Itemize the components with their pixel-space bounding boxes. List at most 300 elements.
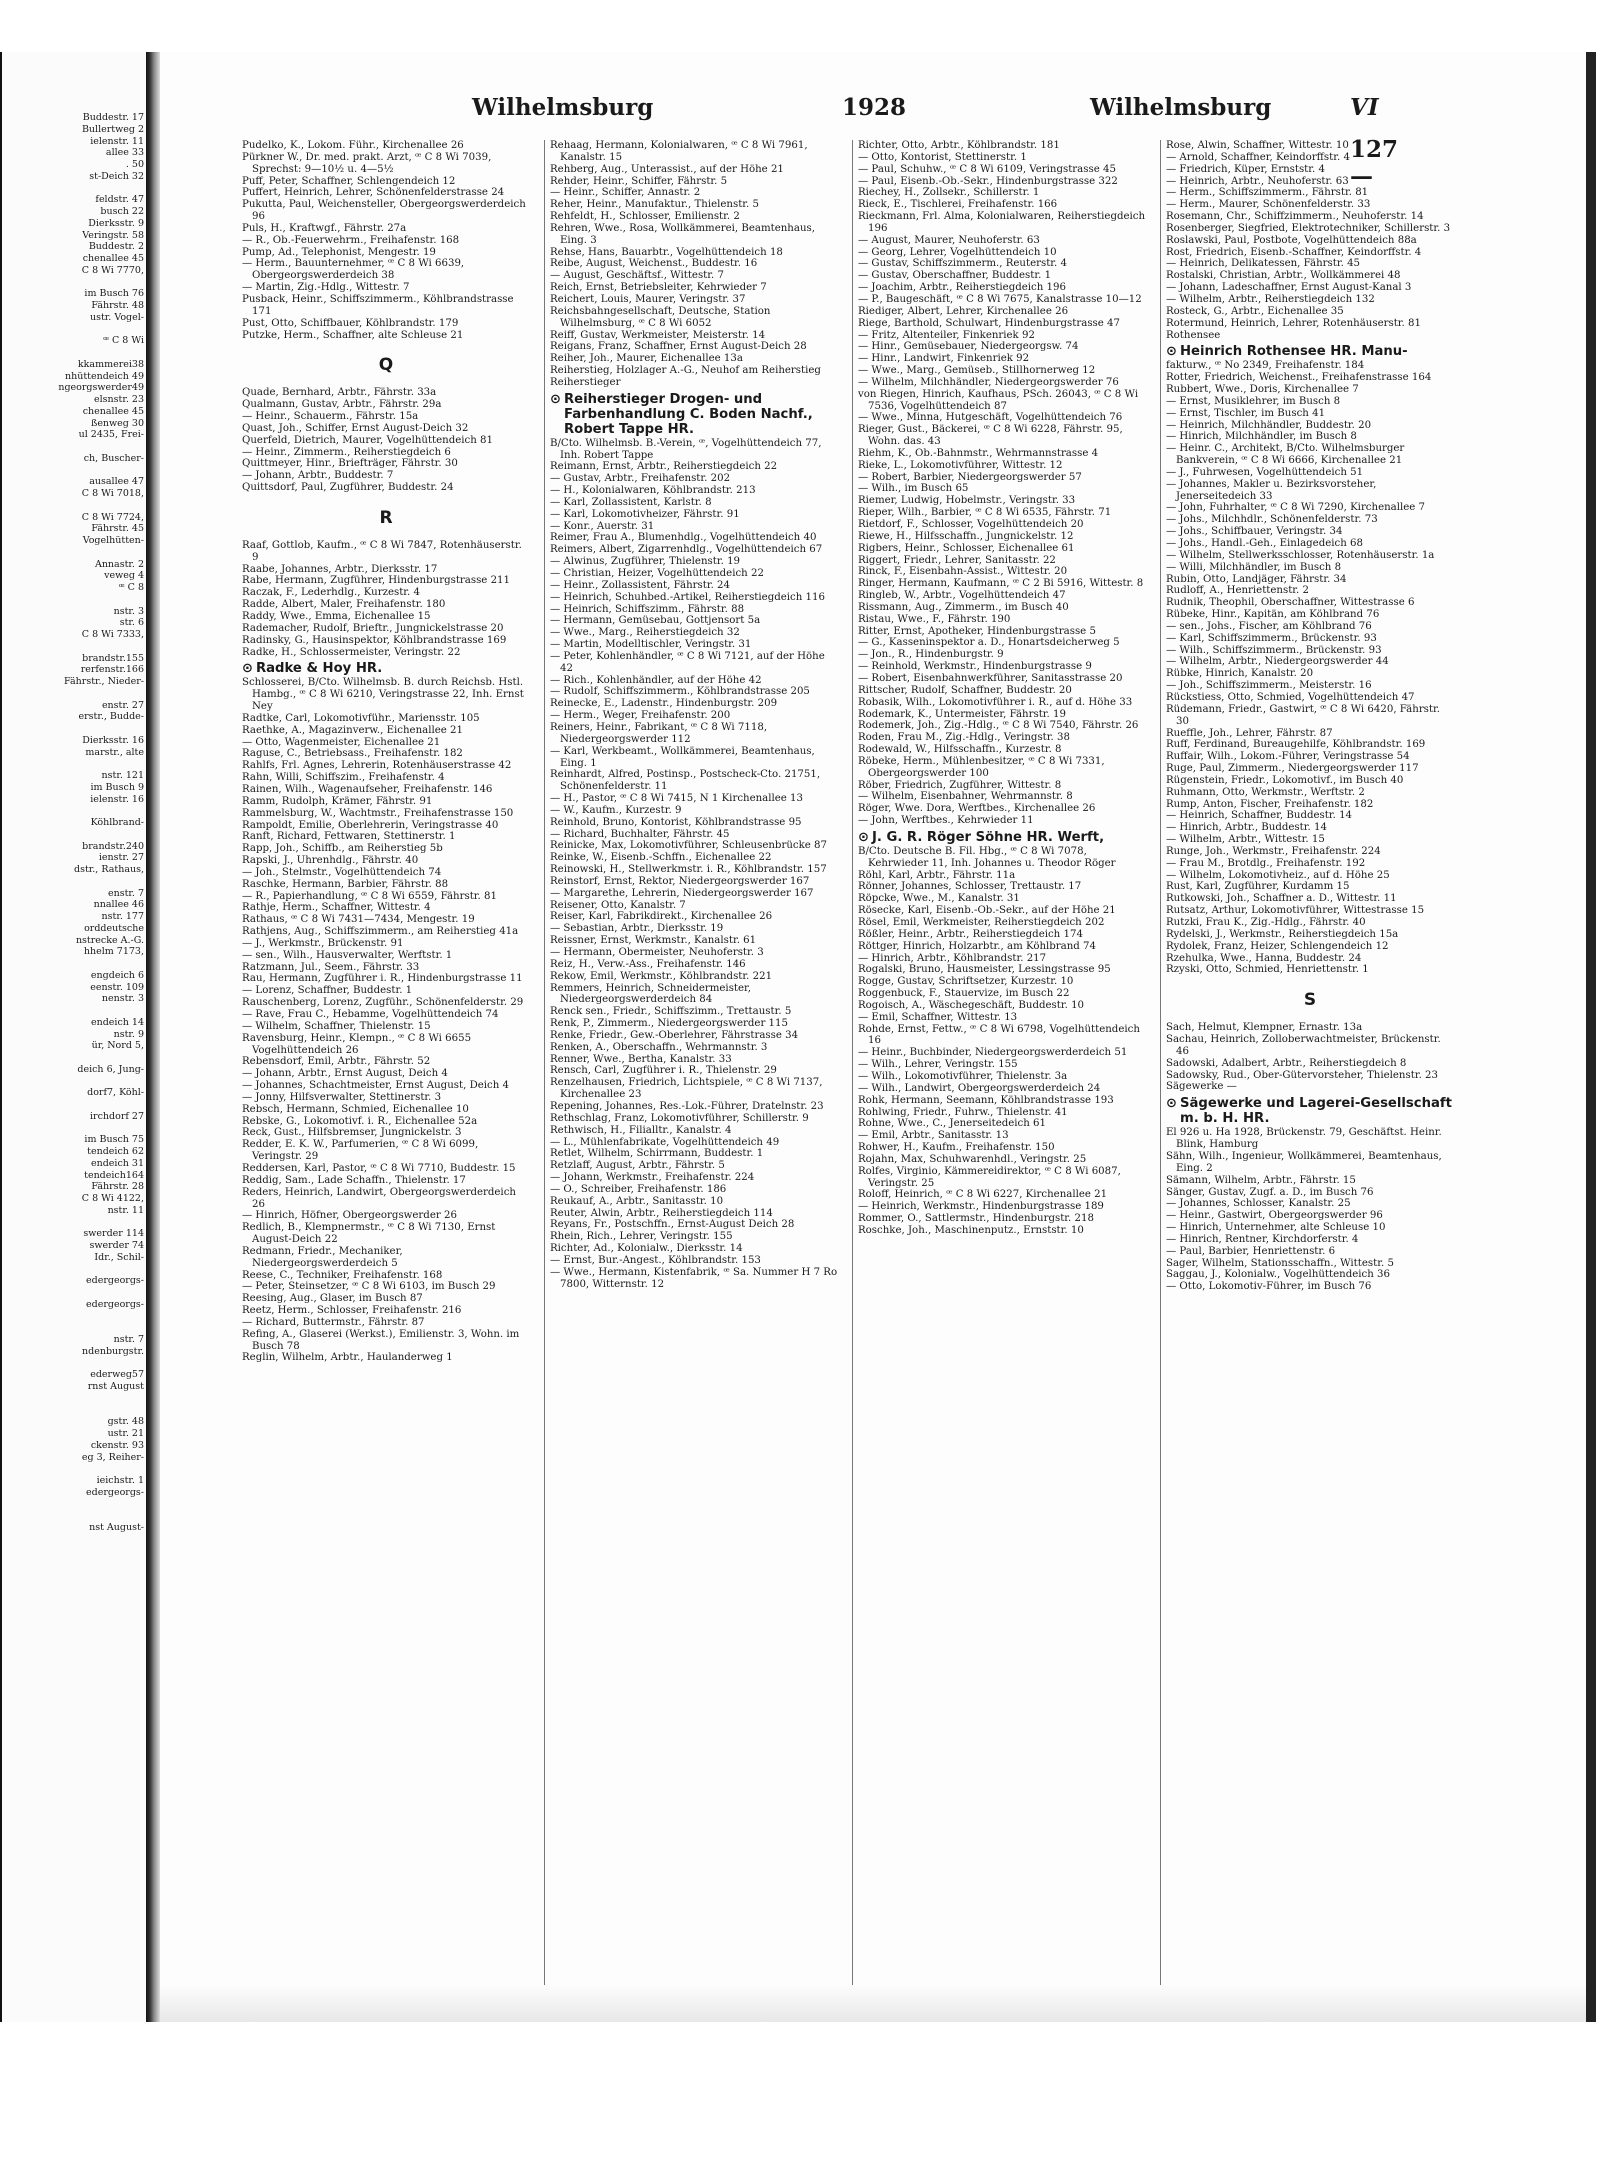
directory-entry: Röpcke, Wwe., M., Kanalstr. 31 (858, 893, 1020, 905)
fragment-line: Fährstr. 48 (91, 300, 144, 311)
section-letter: Q (378, 355, 394, 376)
directory-entry: Reddersen, Karl, Pastor, ꟹ C 8 Wi 7710, Buddestr. 15 (242, 1162, 516, 1174)
directory-entry: — Wilh., im Busch 65 (858, 483, 969, 495)
directory-entry: Rose, Alwin, Schaffner, Wittestr. 10 (1166, 140, 1349, 151)
directory-entry: Riggert, Friedr., Lehrer, Sanitasstr. 22 (858, 554, 1056, 566)
directory-entry: Querfeld, Dietrich, Maurer, Vogelhüttendeich 81 (242, 434, 494, 446)
directory-entry: Rauschenberg, Lorenz, Zugführ., Schönenfelderstr. 29 (242, 997, 524, 1009)
directory-entry: — Willi, Milchhändler, im Busch 8 (1166, 561, 1342, 573)
directory-entry: Rzehulka, Wwe., Hanna, Buddestr. 24 (1166, 952, 1362, 964)
directory-entry: — Heinrich, Milchhändler, Buddestr. 20 (1166, 419, 1372, 431)
directory-entry: Rademacher, Rudolf, Brieftr., Jungnickelstrasse 20 (242, 622, 504, 634)
fragment-line: endeich 31 (90, 1157, 144, 1169)
fragment-line: marstr., alte (85, 746, 144, 758)
directory-entry: Quast, Joh., Schiffer, Ernst August-Deich 32 (242, 422, 469, 434)
fragment-line: swerder 74 (89, 1240, 144, 1251)
directory-entry: Rieper, Wilh., Barbier, ꟹ C 8 Wi 6535, Fährstr. 71 (858, 507, 1112, 519)
fragment-line: ckenstr. 93 (90, 1439, 144, 1451)
directory-entry: Ruge, Paul, Zimmerm., Niedergeorgswerder 117 (1166, 763, 1419, 775)
directory-entry: — sen., Johs., Fischer, am Köhlbrand 76 (1166, 620, 1372, 632)
directory-entry: — Hinrich, Arbtr., Köhlbrandstr. 217 (858, 952, 1047, 964)
page-number: 127— VI (1350, 94, 1399, 190)
fragment-line: nstr. 11 (107, 1204, 144, 1216)
display-advertisement: ⊙ Sägewerke und Lagerei-Gesellschaft m. b. H. HR. (1166, 1096, 1454, 1126)
directory-entry: — Arnold, Schaffner, Keindorffstr. 4 (1166, 151, 1350, 163)
directory-entry: Roden, Frau M., Zig.-Hdlg., Veringstr. 38 (858, 732, 1070, 744)
fragment-line: allee 33 (105, 147, 144, 159)
directory-entry: — Johann, Werkmstr., Freihafenstr. 224 (550, 1172, 755, 1184)
directory-entry: Puff, Peter, Schaffner, Schlengendeich 12 (242, 175, 456, 187)
fragment-line: . 50 (125, 159, 144, 170)
directory-entry: Rust, Karl, Zugführer, Kurdamm 15 (1166, 881, 1350, 893)
directory-entry: Reukauf, A., Arbtr., Sanitasstr. 10 (550, 1195, 724, 1207)
fragment-line: endeich 14 (90, 1016, 144, 1028)
directory-entry: Reiz, H., Verw.-Ass., Freihafenstr. 146 (550, 958, 746, 970)
directory-entry: Ruhmann, Otto, Werkmstr., Werftstr. 2 (1166, 786, 1365, 798)
directory-entry: — Lorenz, Schaffner, Buddestr. 1 (242, 985, 413, 997)
fragment-line: Fährstr. 28 (91, 1181, 144, 1193)
directory-entry: Rohde, Ernst, Fettw., ꟹ C 8 Wi 6798, Vogelhüttendeich 16 (858, 1023, 1140, 1047)
directory-entry: — Hinr., Gemüsebauer, Niedergeorgsw. 74 (858, 341, 1079, 353)
fragment-line: feldstr. 47 (95, 194, 144, 206)
directory-entry: Rostalski, Christian, Arbtr., Wollkämmerei 48 (1166, 270, 1401, 282)
fragment-line: hhelm 7173, (83, 946, 144, 958)
column-2 (550, 140, 838, 2010)
directory-entry: Raschke, Hermann, Barbier, Fährstr. 88 (242, 878, 449, 890)
directory-entry: Riege, Barthold, Schulwart, Hindenburgstrasse 47 (858, 317, 1120, 329)
directory-entry: Sadowsky, Rud., Ober-Gütervorsteher, Thielenstr. 23 (1166, 1069, 1439, 1081)
directory-entry: Rügenstein, Friedr., Lokomotivf., im Busch 40 (1166, 774, 1404, 786)
fragment-line: kkammerei38 (77, 358, 144, 370)
fragment-line: swerder 114 (83, 1228, 144, 1240)
directory-entry: Reimer, Frau A., Blumenhdlg., Vogelhüttendeich 40 (550, 532, 817, 544)
directory-entry: — P., Baugeschäft, ꟹ C 8 Wi 7675, Kanalstrasse 10—12 (858, 293, 1142, 305)
directory-entry: — Herm., Bauunternehmer, ꟹ C 8 Wi 6639, Obergeorgswerderdeich 38 (242, 258, 465, 282)
directory-entry: — Heinr., Gastwirt, Obergeorgswerder 96 (1166, 1210, 1383, 1222)
page-shadow (160, 1985, 1586, 2022)
directory-entry: Rosemann, Chr., Schiffzimmerm., Neuhoferstr. 14 (1166, 211, 1424, 223)
directory-entry: — Johannes, Schachtmeister, Ernst August, Deich 4 (242, 1080, 510, 1092)
directory-entry: — Heinr., Zimmerm., Reiherstiegdeich 6 (242, 446, 451, 458)
directory-entry: Redder, E. K. W., Parfumerien, ꟹ C 8 Wi 6099, Veringstr. 29 (242, 1139, 479, 1163)
directory-entry: Renken, A., Oberschaffn., Wehrmannstr. 3 (550, 1041, 768, 1053)
directory-entry: Reisener, Otto, Kanalstr. 7 (550, 899, 686, 911)
directory-entry: Puffert, Heinrich, Lehrer, Schönenfelderstrasse 24 (242, 187, 505, 199)
fragment-line: enstr. 27 (101, 699, 144, 711)
directory-entry: Roloff, Heinrich, ꟹ C 8 Wi 6227, Kirchenallee 21 (858, 1189, 1108, 1201)
fragment-line: ustr. Vogel- (89, 311, 144, 323)
fragment-line: ul 2435, Frei- (78, 429, 144, 441)
directory-entry: Riediger, Albert, Lehrer, Kirchenallee 26 (858, 305, 1069, 317)
fragment-line: tendeich164 (84, 1169, 144, 1181)
directory-entry: Renner, Wwe., Bertha, Kanalstr. 33 (550, 1053, 732, 1065)
directory-entry: Rinck, F., Eisenbahn-Assist., Wittestr. 20 (858, 566, 1068, 578)
fragment-line: ienstr. 27 (98, 852, 144, 864)
directory-entry: — Ernst, Bur.-Angest., Köhlbrandstr. 153 (550, 1254, 761, 1266)
directory-entry: Rahn, Willi, Schiffszim., Freihafenstr. 4 (242, 772, 445, 784)
directory-entry: Rebsch, Hermann, Schmied, Eichenallee 10 (242, 1103, 469, 1115)
scan-border (0, 52, 2, 2022)
scan-margin (0, 2022, 1600, 2177)
directory-entry: Ramm, Rudolph, Krämer, Fährstr. 91 (242, 795, 433, 807)
directory-entry: — Wwe., Minna, Hutgeschäft, Vogelhüttendeich 76 (858, 412, 1123, 424)
directory-entry: Rohne, Wwe., C., Jenerseitedeich 61 (858, 1118, 1047, 1130)
directory-entry: Reibe, August, Weichenst., Buddestr. 16 (550, 258, 758, 270)
directory-entry: — H., Pastor, ꟹ C 8 Wi 7415, N 1 Kirchenallee 13 (550, 793, 804, 805)
fragment-line: ür, Nord 5, (91, 1040, 144, 1052)
directory-entry: Ravensburg, Heinr., Klempn., ꟹ C 8 Wi 6655 Vogelhüttendeich 26 (242, 1032, 472, 1056)
column-divider (1160, 140, 1161, 2000)
display-advertisement: ⊙ Heinrich Rothensee HR. Manu- (1166, 344, 1454, 359)
fragment-line: nstr. 121 (101, 770, 144, 781)
directory-entry: — Martin, Zig.-Hdlg., Wittestr. 7 (242, 282, 410, 294)
fragment-line: gstr. 48 (107, 1416, 144, 1428)
directory-entry: Reinstorf, Ernst, Rektor, Niedergeorgswerder 167 (550, 875, 810, 887)
directory-entry: Rensch, Carl, Zugführer i. R., Thielenstr. 29 (550, 1065, 777, 1077)
running-head-left: Wilhelmsburg (472, 94, 654, 121)
fragment-line: Fährstr. 45 (91, 523, 144, 535)
directory-entry: — Emil, Arbtr., Sanitasstr. 13 (858, 1130, 1009, 1142)
directory-entry: Pump, Ad., Telephonist, Mengestr. 19 (242, 246, 436, 258)
directory-entry: — Hinrich, Höfner, Obergeorgswerder 26 (242, 1210, 457, 1222)
directory-entry: B/Cto. Wilhelmsb. B.-Verein, ꟹ, Vogelhüttendeich 77, Inh. Robert Tappe (550, 437, 822, 461)
directory-entry: Reinhardt, Alfred, Postinsp., Postscheck-Cto. 21751, Schönenfelderstr. 11 (550, 769, 821, 793)
directory-entry: — Joh., Stelmstr., Vogelhüttendeich 74 (242, 866, 442, 878)
fragment-line: chenallee 45 (82, 253, 144, 264)
directory-entry: Reglin, Wilhelm, Arbtr., Haulanderweg 1 (242, 1352, 453, 1364)
directory-entry: Renke, Friedr., Gew.-Oberlehrer, Fährstrasse 34 (550, 1029, 799, 1041)
directory-entry: — Joh., Schiffszimmerm., Meisterstr. 16 (1166, 680, 1372, 692)
directory-entry: — R., Papierhandlung, ꟹ C 8 Wi 6559, Fährstr. 81 (242, 890, 497, 902)
directory-entry: — Wilhelm, Schaffner, Thielenstr. 15 (242, 1020, 431, 1032)
fragment-line: C 8 Wi 7333, (81, 629, 144, 640)
fragment-line: engdeich 6 (90, 969, 144, 981)
directory-entry: Reiff, Gustav, Werkmeister, Meisterstr. 14 (550, 329, 766, 341)
fragment-line: Dierksstr. 9 (88, 217, 144, 229)
directory-entry: Ritter, Ernst, Apotheker, Hindenburgstrasse 5 (858, 625, 1096, 637)
directory-entry: Rohk, Hermann, Seemann, Köhlbrandstrasse 193 (858, 1094, 1114, 1106)
directory-entry: Rutsatz, Arthur, Lokomotivführer, Wittestrasse 15 (1166, 905, 1425, 917)
directory-entry: — L., Mühlenfabrikate, Vogelhüttendeich 49 (550, 1136, 780, 1148)
directory-entry: Sämann, Wilhelm, Arbtr., Fährstr. 15 (1166, 1174, 1356, 1186)
directory-entry: Sänger, Gustav, Zugf. a. D., im Busch 76 (1166, 1186, 1374, 1198)
directory-entry: Redlich, B., Klempnermstr., ꟹ C 8 Wi 7130, Ernst August-Deich 22 (242, 1222, 496, 1246)
directory-entry: Retlet, Wilhelm, Schirrmann, Buddestr. 1 (550, 1148, 764, 1160)
directory-entry: — Richard, Buttermstr., Fährstr. 87 (242, 1316, 425, 1328)
directory-entry: Rump, Anton, Fischer, Freihafenstr. 182 (1166, 798, 1374, 810)
directory-entry: Reiners, Heinr., Fabrikant, ꟹ C 8 Wi 7118, Niedergeorgswerder 112 (550, 721, 768, 745)
directory-entry: Runge, Joh., Werkmstr., Freihafenstr. 224 (1166, 845, 1381, 857)
directory-entry: Reetz, Herm., Schlosser, Freihafenstr. 216 (242, 1305, 462, 1317)
directory-entry: — Margarethe, Lehrerin, Niedergeorgswerder 167 (550, 887, 814, 899)
fragment-line: nstr. 177 (101, 911, 144, 922)
directory-entry: Reck, Gust., Hilfsbremser, Jungnickelstr. 3 (242, 1127, 462, 1139)
fragment-line: Vogelhütten- (82, 535, 144, 546)
fragment-line: C 8 Wi 4122, (81, 1193, 144, 1204)
fragment-line: Annastr. 2 (94, 558, 144, 570)
fragment-line: ielenstr. 11 (90, 135, 144, 147)
directory-entry: Raaf, Gottlob, Kaufm., ꟹ C 8 Wi 7847, Rotenhäuserstr. 9 (242, 539, 522, 563)
directory-entry: Qualmann, Gustav, Arbtr., Fährstr. 29a (242, 399, 442, 411)
directory-entry: Radinsky, G., Hausinspektor, Köhlbrandstrasse 169 (242, 634, 507, 646)
directory-entry: — Heinr., Buchbinder, Niedergeorgswerderdeich 51 (858, 1047, 1128, 1059)
directory-entry: Rosenberger, Siegfried, Elektrotechniker, Schillerstr. 3 (1166, 222, 1451, 234)
fragment-line: erstr., Budde- (78, 711, 144, 723)
fragment-line: nenstr. 3 (101, 993, 144, 1005)
fragment-line: ielenstr. 16 (90, 793, 144, 805)
directory-entry: — sen., Wilh., Hausverwalter, Werftstr. 1 (242, 949, 453, 961)
fragment-line: Buddestr. 2 (88, 241, 144, 253)
directory-entry: — Alwinus, Zugführer, Thielenstr. 19 (550, 556, 741, 568)
fragment-line: Fährstr., Nieder- (64, 676, 144, 687)
directory-entry: Rathjens, Aug., Schiffszimmerm., am Reiherstieg 41a (242, 926, 519, 938)
column-divider (852, 140, 853, 2000)
fragment-line: Idr., Schil- (94, 1251, 144, 1263)
directory-entry: Reiherstieg, Holzlager A.-G., Neuhof am Reiherstieg (550, 365, 821, 377)
fragment-line: edergeorgs- (86, 1275, 144, 1287)
directory-entry: Röber, Friedrich, Zugführer, Wittestr. 8 (858, 779, 1062, 791)
directory-entry: — Paul, Eisenb.-Ob.-Sekr., Hindenburgstrasse 322 (858, 175, 1118, 187)
directory-entry: Refing, A., Glaserei (Werkst.), Emilienstr. 3, Wohn. im Busch 78 (242, 1328, 520, 1352)
directory-entry: fakturw., ꟹ No 2349, Freihafenstr. 184 (1166, 360, 1365, 372)
directory-entry: Richter, Otto, Arbtr., Köhlbrandstr. 181 (858, 140, 1060, 151)
directory-entry: Remmers, Heinrich, Schneidermeister, Niedergeorgswerderdeich 84 (550, 982, 752, 1006)
fragment-line: ngeorgswerder49 (58, 382, 144, 394)
directory-entry: — Joachim, Arbtr., Reiherstiegdeich 196 (858, 282, 1066, 294)
directory-entry: — August, Geschäftsf., Wittestr. 7 (550, 270, 724, 282)
directory-entry: — Wilhelm, Arbtr., Wittestr. 15 (1166, 834, 1325, 846)
directory-entry: — Wwe., Marg., Reiherstiegdeich 32 (550, 627, 740, 639)
directory-entry: — Johann, Arbtr., Buddestr. 7 (242, 470, 394, 482)
fragment-line: enstr. 7 (107, 887, 144, 899)
directory-entry: Rehfeldt, H., Schlosser, Emilienstr. 2 (550, 211, 740, 223)
directory-entry: Rogalski, Bruno, Hausmeister, Lessingstrasse 95 (858, 964, 1111, 976)
directory-entry: Rutkowski, Joh., Schaffner a. D., Wittestr. 11 (1166, 893, 1397, 905)
directory-entry: — Fritz, Altenteiler, Finkenriek 92 (858, 329, 1035, 341)
directory-entry: — Heinr., Schauerm., Fährstr. 15a (242, 411, 419, 423)
fragment-line: ieichstr. 1 (96, 1475, 144, 1486)
directory-entry: Rubin, Otto, Landjäger, Fährstr. 34 (1166, 573, 1347, 585)
fragment-line: ꟹ C 8 Wi (103, 335, 144, 347)
directory-entry: Rampoldt, Emilie, Oberlehrerin, Veringstrasse 40 (242, 819, 499, 831)
directory-entry: — Gustav, Oberschaffner, Buddestr. 1 (858, 270, 1052, 282)
directory-entry: — Rich., Kohlenhändler, auf der Höhe 42 (550, 674, 762, 686)
directory-entry: Röttger, Hinrich, Holzarbtr., am Köhlbrand 74 (858, 940, 1097, 952)
directory-entry: Reichsbahngesellschaft, Deutsche, Station Wilhelmsburg, ꟹ C 8 Wi 6052 (550, 305, 771, 329)
directory-entry: Ratzmann, Jul., Seem., Fährstr. 33 (242, 961, 420, 973)
directory-entry: Rösel, Emil, Werkmeister, Reiherstiegdeich 202 (858, 917, 1105, 928)
directory-entry: — Wwe., Hermann, Kistenfabrik, ꟹ Sa. Nummer H 7 Ro 7800, Witternstr. 12 (550, 1266, 838, 1290)
directory-entry: Rabe, Hermann, Zugführer, Hindenburgstrasse 211 (242, 575, 511, 587)
directory-entry: Reyans, Fr., Postschffn., Ernst-August Deich 28 (550, 1219, 795, 1231)
directory-entry: Rieke, L., Lokomotivführer, Wittestr. 12 (858, 459, 1063, 471)
directory-entry: — H., Kolonialwaren, Köhlbrandstr. 213 (550, 485, 756, 497)
directory-entry: — Heinrich, Delikatessen, Fährstr. 45 (1166, 258, 1361, 270)
fragment-line: str. 6 (119, 617, 144, 629)
scan-border (1586, 52, 1596, 2022)
fragment-line: nhüttendeich 49 (64, 370, 144, 382)
directory-entry: — Karl, Schiffszimmerm., Brückenstr. 93 (1166, 632, 1377, 644)
directory-entry: — Sebastian, Arbtr., Dierksstr. 19 (550, 923, 724, 935)
column-1 (242, 140, 530, 2010)
directory-entry: Rhein, Rich., Lehrer, Veringstr. 155 (550, 1231, 733, 1243)
directory-entry: Rommer, O., Sattlermstr., Hindenburgstr. 218 (858, 1213, 1094, 1225)
directory-entry: Riemer, Ludwig, Hobelmstr., Veringstr. 33 (858, 495, 1076, 507)
directory-entry: — Ernst, Musiklehrer, im Busch 8 (1166, 395, 1341, 407)
directory-entry: — Wilhelm, Lokomotivheiz., auf d. Höhe 25 (1166, 869, 1390, 881)
directory-entry: — Rudolf, Schiffszimmerm., Köhlbrandstrasse 205 (550, 686, 810, 698)
directory-entry: Reinke, W., Eisenb.-Schffn., Eichenallee 22 (550, 852, 772, 864)
directory-entry: Pudelko, K., Lokom. Führ., Kirchenallee 26 (242, 140, 464, 151)
fragment-line: ßenweg 30 (90, 417, 144, 429)
directory-entry: — Wwe., Marg., Gemüseb., Stillhornerweg 12 (858, 365, 1096, 377)
directory-entry: Sachau, Heinrich, Zolloberwachtmeister, Brückenstr. 46 (1166, 1034, 1441, 1057)
directory-entry: — Robert, Barbier, Niedergeorgswerder 57 (858, 471, 1082, 483)
fragment-line: orddeutsche (84, 922, 144, 934)
section-letter: S (1303, 990, 1317, 1011)
directory-entry: Roggenbuck, F., Stauervize, im Busch 22 (858, 988, 1070, 1000)
directory-entry: Putzke, Herm., Schaffner, alte Schleuse 21 (242, 329, 464, 341)
fragment-line: deich 6, Jung- (77, 1063, 144, 1075)
fragment-line: nnallee 46 (93, 899, 144, 911)
directory-entry: Schlosserei, B/Cto. Wilhelmsb. B. durch Reichsb. Hstl. Hambg., ꟹ C 8 Wi 6210, Veringstrasse 22, Inh. Ernst Ney (242, 677, 524, 713)
directory-entry: — Karl, Zollassistent, Karlstr. 8 (550, 496, 712, 508)
directory-entry: — Paul, Barbier, Henriettenstr. 6 (1166, 1245, 1336, 1257)
directory-entry: Rissmann, Aug., Zimmerm., im Busch 40 (858, 601, 1069, 613)
directory-entry: — Otto, Lokomotiv-Führer, im Busch 76 (1166, 1281, 1372, 1293)
directory-entry: — Martin, Modelltischler, Veringstr. 31 (550, 639, 752, 651)
column-3 (858, 140, 1146, 2010)
directory-entry: Ristau, Wwe., F., Fährstr. 190 (858, 613, 1011, 625)
directory-entry: Reddig, Sam., Lade Schaffn., Thielenstr. 17 (242, 1174, 466, 1186)
fragment-line: im Busch 76 (84, 288, 144, 300)
fragment-line: eenstr. 109 (90, 981, 144, 993)
display-advertisement: ⊙ Reiherstieger Drogen- und Farbenhandlung C. Boden Nachf., Robert Tappe HR. (550, 392, 838, 437)
directory-entry: Röger, Wwe. Dora, Werftbes., Kirchenallee 26 (858, 803, 1096, 815)
directory-entry: Rübke, Hinrich, Kanalstr. 20 (1166, 668, 1314, 680)
directory-entry: Raczak, F., Lederhdlg., Kurzestr. 4 (242, 587, 421, 599)
display-advertisement: ⊙ J. G. R. Röger Söhne HR. Werft, (858, 830, 1146, 845)
directory-entry: Rekow, Emil, Werkmstr., Köhlbrandstr. 221 (550, 970, 773, 982)
directory-entry: — August, Maurer, Neuhoferstr. 63 (858, 234, 1040, 246)
directory-entry: Rathaus, ꟹ C 8 Wi 7431—7434, Mengestr. 19 (242, 914, 475, 926)
directory-entry: Rzyski, Otto, Schmied, Henriettenstr. 1 (1166, 964, 1369, 976)
directory-entry: — Wilh., Lokomotivführer, Thielenstr. 3a (858, 1070, 1068, 1082)
directory-entry: Quade, Bernhard, Arbtr., Fährstr. 33a (242, 387, 437, 399)
directory-entry: Rigbers, Heinr., Schlosser, Eichenallee 61 (858, 542, 1075, 554)
directory-entry: Röhl, Karl, Arbtr., Fährstr. 11a (858, 869, 1016, 881)
directory-entry: — Hinrich, Arbtr., Buddestr. 14 (1166, 822, 1327, 834)
directory-entry: — Hermann, Obermeister, Neuhoferstr. 3 (550, 947, 764, 958)
directory-entry: Pürkner W., Dr. med. prakt. Arzt, ꟹ C 8 Wi 7039, Sprechst: 9—10½ u. 4—5½ (242, 151, 492, 175)
directory-entry: Rehaag, Hermann, Kolonialwaren, ꟹ C 8 Wi 7961, Kanalstr. 15 (550, 140, 808, 163)
fragment-line: Veringstr. 58 (82, 229, 144, 241)
directory-entry: Radtke, Carl, Lokomotivführ., Mariensstr. 105 (242, 712, 480, 724)
directory-entry: — Wilhelm, Arbtr., Niedergeorgswerder 44 (1166, 656, 1389, 668)
directory-entry: Rubbert, Wwe., Doris, Kirchenallee 7 (1166, 384, 1359, 396)
directory-entry: Reesing, Aug., Glaser, im Busch 87 (242, 1293, 423, 1305)
directory-entry: — J., Fuhrwesen, Vogelhüttendeich 51 (1166, 466, 1364, 478)
directory-entry: Rudloff, A., Henriettenstr. 2 (1166, 585, 1310, 597)
directory-entry: Rieckmann, Frl. Alma, Kolonialwaren, Reiherstiegdeich 196 (858, 211, 1146, 234)
directory-entry: Reher, Heinr., Manufaktur., Thielenstr. 5 (550, 199, 759, 211)
directory-entry: — Hinr., Landwirt, Finkenriek 92 (858, 353, 1030, 365)
directory-entry: Sägewerke — (1166, 1081, 1237, 1093)
directory-entry: — Heinrich, Schuhbed.-Artikel, Reiherstiegdeich 116 (550, 591, 825, 603)
directory-entry: — Karl, Werkbeamt., Wollkämmerei, Beamtenhaus, Eing. 1 (550, 745, 815, 769)
directory-entry: B/Cto. Deutsche B. Fil. Hbg., ꟹ C 8 Wi 7078, Kehrwieder 11, Inh. Johannes u. Theodor Röger (858, 845, 1116, 869)
directory-entry: — Gustav, Arbtr., Freihafenstr. 202 (550, 473, 731, 485)
directory-entry: Rietdorf, F., Schlosser, Vogelhüttendeich 20 (858, 519, 1084, 530)
directory-entry: Quittsdorf, Paul, Zugführer, Buddestr. 24 (242, 482, 454, 494)
fragment-line: ausallee 47 (89, 476, 144, 488)
directory-entry: Rößler, Heinr., Arbtr., Reiherstiegdeich 174 (858, 928, 1083, 940)
directory-entry: Rainen, Wilh., Wagenaufseher, Freihafenstr. 146 (242, 783, 493, 795)
adjacent-page-fragment (0, 52, 146, 2022)
directory-entry: Renzelhausen, Friedrich, Lichtspiele, ꟹ C 8 Wi 7137, Kirchenallee 23 (550, 1077, 823, 1101)
directory-entry: Rieger, Gust., Bäckerei, ꟹ C 8 Wi 6228, Fährstr. 95, Wohn. das. 43 (858, 424, 1123, 448)
fragment-line: im Busch 75 (84, 1134, 144, 1146)
fragment-line: nstrecke A.-G. (75, 934, 144, 946)
fragment-line: Bullertweg 2 (81, 123, 144, 135)
fragment-line: eg 3, Reiher- (81, 1451, 144, 1463)
directory-entry: — Konr., Auerstr. 31 (550, 520, 655, 532)
directory-entry: — Hermann, Gemüsebau, Gottjensort 5a (550, 615, 761, 627)
directory-entry: Reissner, Ernst, Werkmstr., Kanalstr. 61 (550, 935, 757, 947)
directory-entry: Redmann, Friedr., Mechaniker, Niedergeorgswerderdeich 5 (242, 1245, 403, 1269)
directory-entry: — Frau M., Brotdlg., Freihafenstr. 192 (1166, 857, 1366, 869)
directory-entry: Reich, Ernst, Betriebsleiter, Kehrwieder 7 (550, 282, 767, 294)
directory-entry: — Herm., Weger, Freihafenstr. 200 (550, 710, 731, 722)
fragment-line: C 8 Wi 7770, (81, 264, 144, 276)
directory-entry: Rohlwing, Friedr., Fuhrw., Thielenstr. 41 (858, 1106, 1068, 1118)
column-divider (544, 140, 545, 2000)
directory-entry: — Heinrich, Arbtr., Neuhoferstr. 63 (1166, 175, 1349, 187)
directory-entry: — Rave, Frau C., Hebamme, Vogelhüttendeich 74 (242, 1009, 499, 1020)
directory-entry: Rückstiess, Otto, Schmied, Vogelhüttendeich 47 (1166, 691, 1415, 703)
directory-entry: — Heinr. C., Architekt, B/Cto. Wilhelmsburger Bankverein, ꟹ C 8 Wi 6666, Kirchenallee 21 (1166, 443, 1405, 467)
fragment-line: ederweg57 (90, 1369, 144, 1381)
directory-entry: Robasik, Wilh., Lokomotivführer i. R., auf d. Höhe 33 (858, 696, 1133, 708)
directory-entry: Rodemerk, Joh., Zig.-Hdlg., ꟹ C 8 Wi 7540, Fährstr. 26 (858, 720, 1139, 732)
directory-entry: Rogge, Gustav, Schriftsetzer, Kurzestr. 10 (858, 976, 1074, 988)
running-head-year: 1928 (842, 94, 907, 121)
directory-entry: — Wilh., Landwirt, Obergeorgswerderdeich 24 (858, 1082, 1101, 1094)
directory-entry: — Hinrich, Milchhändler, im Busch 8 (1166, 431, 1357, 443)
directory-entry: Rüdemann, Friedr., Gastwirt, ꟹ C 8 Wi 6420, Fährstr. 30 (1166, 703, 1440, 727)
directory-entry: Reimann, Ernst, Arbtr., Reiherstiegdeich 22 (550, 461, 778, 473)
section-letter: R (379, 507, 393, 528)
directory-entry: Puls, H., Kraftwgf., Fährstr. 27a (242, 222, 407, 234)
directory-entry: — Johannes, Makler u. Bezirksvorsteher, Jenerseitedeich 33 (1166, 478, 1377, 502)
directory-entry: Ruff, Ferdinand, Bureaugehilfe, Köhlbrandstr. 169 (1166, 739, 1426, 751)
directory-entry: Raabe, Johannes, Arbtr., Dierksstr. 17 (242, 563, 438, 575)
directory-entry: Rydelski, J., Werkmstr., Reiherstiegdeich 15a (1166, 928, 1399, 940)
directory-entry: Rogoisch, A., Wäschegeschäft, Buddestr. 10 (858, 999, 1085, 1011)
fragment-line: irchdorf 27 (90, 1110, 144, 1122)
column-4 (1166, 140, 1454, 2010)
directory-entry: Renk, P., Zimmerm., Niedergeorgswerder 115 (550, 1018, 788, 1030)
directory-entry: Rojahn, Max, Schuhwarenhdl., Veringstr. 25 (858, 1153, 1087, 1165)
running-head-right: Wilhelmsburg (1090, 94, 1272, 121)
directory-entry: Repening, Johannes, Res.-Lok.-Führer, Dratelnstr. 23 (550, 1100, 824, 1112)
directory-entry: — Christian, Heizer, Vogelhüttendeich 22 (550, 568, 764, 579)
fragment-line: ndenburgstr. (82, 1345, 144, 1357)
directory-entry: Rodemark, K., Untermeister, Fährstr. 19 (858, 708, 1066, 720)
directory-entry: — Heinrich, Werkmstr., Hindenburgstrasse 189 (858, 1201, 1104, 1213)
directory-entry: Rotter, Friedrich, Weichenst., Freihafenstrasse 164 (1166, 372, 1432, 384)
directory-entry: Saggau, J., Kolonialw., Vogelhüttendeich 36 (1166, 1269, 1390, 1281)
